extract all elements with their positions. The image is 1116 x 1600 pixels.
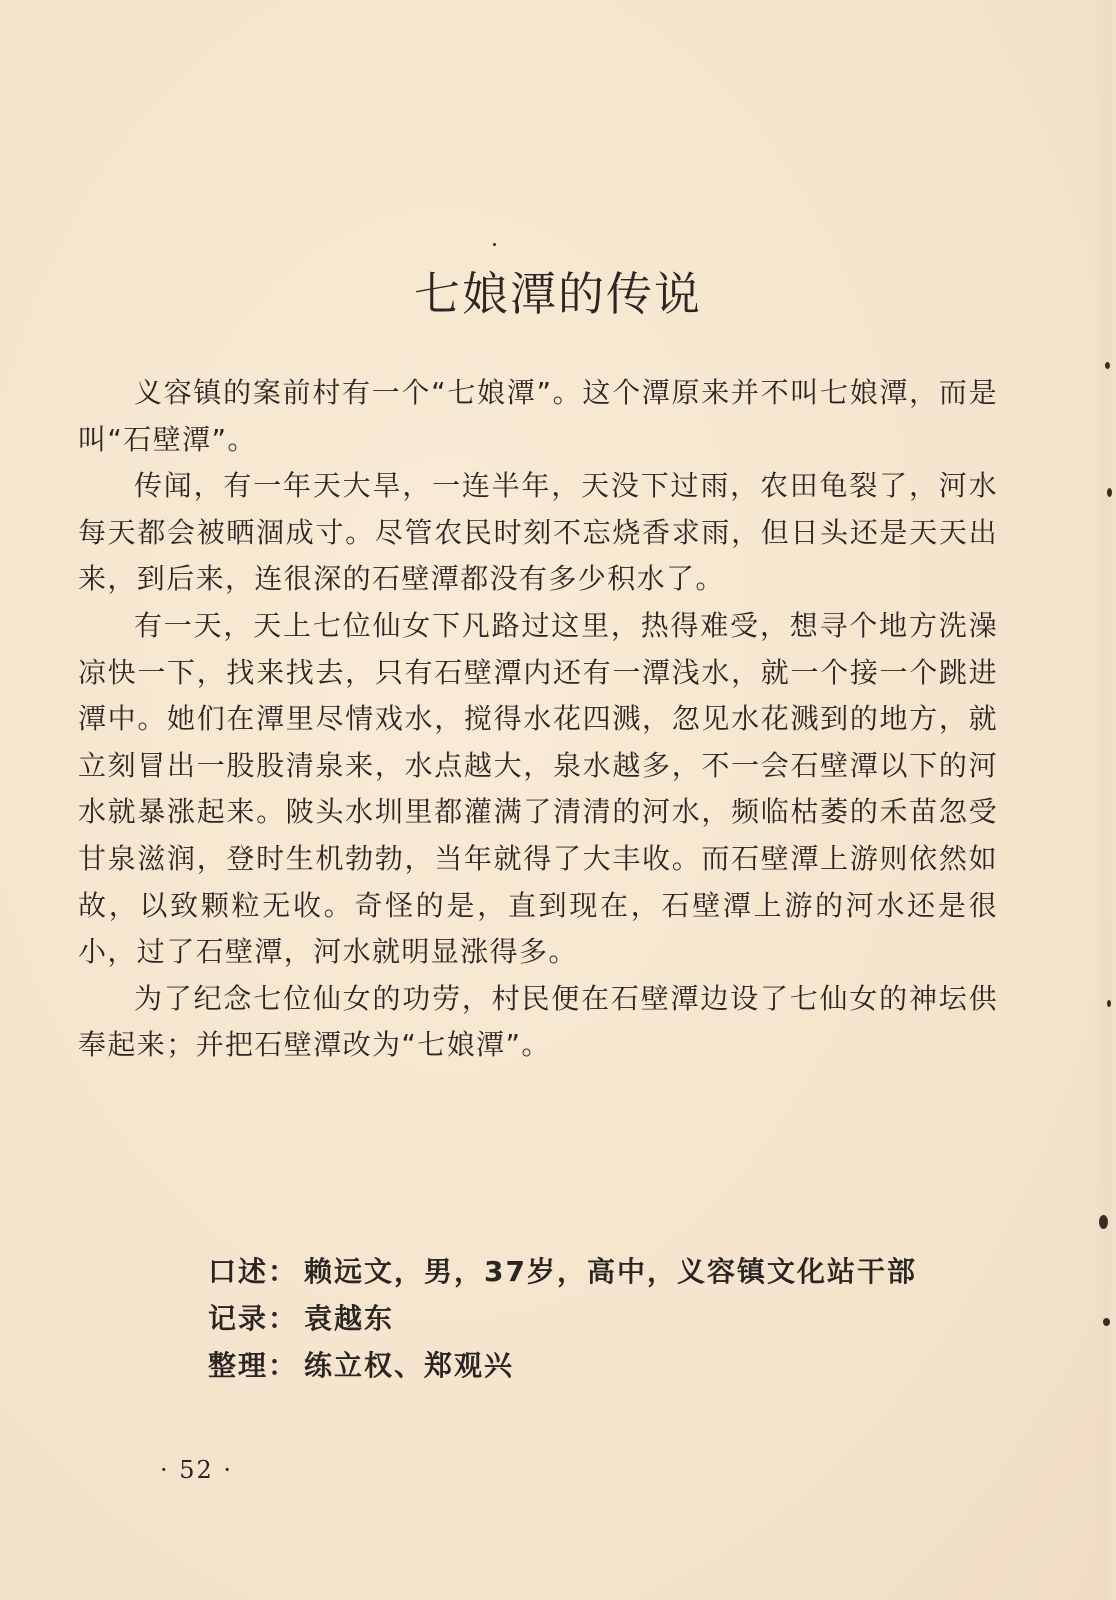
credit-editor-label: 整理：	[208, 1349, 299, 1382]
page-edge-shadow	[1094, 0, 1116, 1600]
paper-speck	[493, 243, 496, 246]
article-title: 七娘潭的传说	[414, 267, 702, 321]
credit-editor	[208, 1342, 1008, 1389]
credits-block	[208, 1248, 1008, 1389]
paper-speck	[1103, 1318, 1110, 1326]
paragraph-fairies: 有一天，天上七位仙女下凡路过这里，热得难受，想寻个地方洗澡凉快一下，找来找去，只有石壁潭内还有一潭浅水，就一个接一个跳进潭中。她们在潭里尽情戏水，搅得水花四溅，忽见水花溅到的地方，就立刻冒出一股股清泉来，水点越大，泉水越多，不一会石壁潭以下的河水就暴涨起来。陂头水圳里都灌满了清清的河水，频临枯萎的禾苗忽受甘泉滋润，登时生机勃勃，当年就得了大丰收。而石壁潭上游则依然如故，以致颗粒无收。奇怪的是，直到现在，石壁潭上游的河水还是很小，过了石壁潭，河水就明显涨得多。	[78, 608, 998, 969]
credit-narrator-label: 口述：	[208, 1255, 299, 1288]
credit-recorder-value: 袁越东	[304, 1302, 395, 1335]
credit-narrator	[208, 1248, 1008, 1295]
credit-editor-value: 练立权、郑观兴	[304, 1349, 515, 1382]
page-number: · 52 ·	[160, 1456, 234, 1484]
paragraph-drought: 传闻，有一年天大旱，一连半年，天没下过雨，农田龟裂了，河水每天都会被晒涸成寸。尽管农民时刻不忘烧香求雨，但日头还是天天出来，到后来，连很深的石壁潭都没有多少积水了。	[78, 469, 998, 596]
paragraph-conclusion: 为了纪念七位仙女的功劳，村民便在石壁潭边设了七仙女的神坛供奉起来；并把石壁潭改为“七娘潭”。	[78, 981, 998, 1062]
article-body	[78, 370, 998, 1069]
paragraph-intro: 义容镇的案前村有一个“七娘潭”。这个潭原来并不叫七娘潭，而是叫“石壁潭”。	[78, 376, 998, 456]
paper-speck	[1107, 1000, 1111, 1007]
credit-narrator-value: 赖远文，男，37岁，高中，义容镇文化站干部	[304, 1255, 917, 1288]
credit-recorder-label: 记录：	[208, 1302, 299, 1335]
paper-speck	[1107, 488, 1112, 497]
paper-speck	[1105, 362, 1110, 369]
credit-recorder	[208, 1295, 1008, 1342]
paper-speck	[1099, 1215, 1108, 1229]
